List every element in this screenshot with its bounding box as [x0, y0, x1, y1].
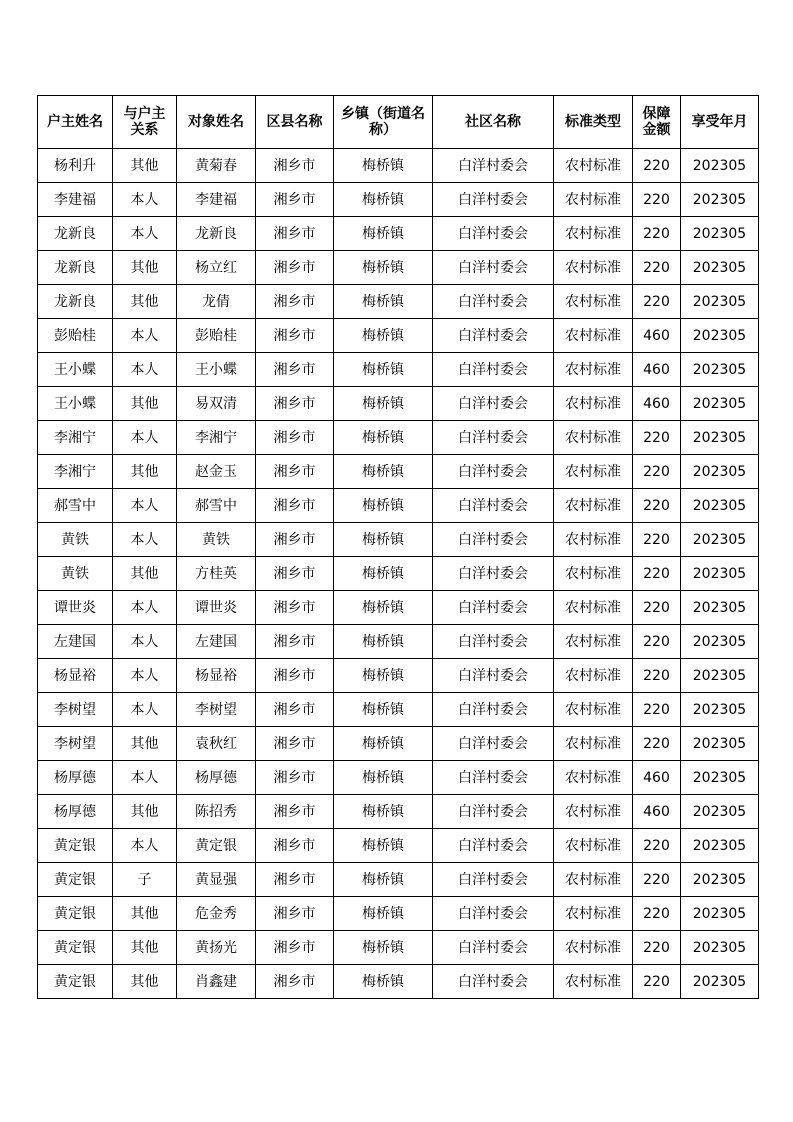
cell-month: 202305 — [681, 285, 759, 319]
cell-householder-name: 黄定银 — [38, 829, 113, 863]
cell-township: 梅桥镇 — [334, 285, 433, 319]
cell-amount: 220 — [633, 217, 681, 251]
cell-community: 白洋村委会 — [433, 489, 554, 523]
cell-amount: 220 — [633, 489, 681, 523]
cell-householder-name: 杨厚德 — [38, 761, 113, 795]
cell-amount: 460 — [633, 387, 681, 421]
cell-standard-type: 农村标准 — [554, 761, 633, 795]
cell-standard-type: 农村标准 — [554, 455, 633, 489]
cell-householder-name: 李湘宁 — [38, 455, 113, 489]
cell-month: 202305 — [681, 897, 759, 931]
cell-standard-type: 农村标准 — [554, 251, 633, 285]
cell-standard-type: 农村标准 — [554, 591, 633, 625]
cell-township: 梅桥镇 — [334, 183, 433, 217]
cell-householder-name: 谭世炎 — [38, 591, 113, 625]
cell-month: 202305 — [681, 965, 759, 999]
cell-month: 202305 — [681, 659, 759, 693]
cell-county: 湘乡市 — [256, 353, 334, 387]
cell-county: 湘乡市 — [256, 285, 334, 319]
cell-standard-type: 农村标准 — [554, 353, 633, 387]
cell-month: 202305 — [681, 727, 759, 761]
cell-householder-name: 李树望 — [38, 693, 113, 727]
cell-householder-name: 彭贻桂 — [38, 319, 113, 353]
cell-recipient-name: 肖鑫建 — [177, 965, 256, 999]
cell-relation: 本人 — [113, 489, 177, 523]
cell-recipient-name: 杨显裕 — [177, 659, 256, 693]
cell-month: 202305 — [681, 387, 759, 421]
cell-relation: 本人 — [113, 591, 177, 625]
cell-community: 白洋村委会 — [433, 251, 554, 285]
cell-recipient-name: 左建国 — [177, 625, 256, 659]
table-row — [38, 897, 759, 931]
cell-month: 202305 — [681, 625, 759, 659]
cell-township: 梅桥镇 — [334, 625, 433, 659]
cell-amount: 220 — [633, 557, 681, 591]
cell-standard-type: 农村标准 — [554, 217, 633, 251]
cell-standard-type: 农村标准 — [554, 863, 633, 897]
cell-relation: 其他 — [113, 455, 177, 489]
cell-recipient-name: 黄定银 — [177, 829, 256, 863]
cell-month: 202305 — [681, 217, 759, 251]
cell-community: 白洋村委会 — [433, 523, 554, 557]
cell-standard-type: 农村标准 — [554, 727, 633, 761]
table-row — [38, 829, 759, 863]
cell-amount: 220 — [633, 285, 681, 319]
cell-relation: 本人 — [113, 183, 177, 217]
cell-householder-name: 李建福 — [38, 183, 113, 217]
table-row — [38, 693, 759, 727]
table-row — [38, 251, 759, 285]
cell-householder-name: 杨厚德 — [38, 795, 113, 829]
cell-township: 梅桥镇 — [334, 149, 433, 183]
cell-amount: 220 — [633, 829, 681, 863]
col-header-standard-type: 标准类型 — [554, 96, 633, 149]
cell-householder-name: 黄定银 — [38, 897, 113, 931]
cell-month: 202305 — [681, 183, 759, 217]
cell-recipient-name: 王小蝶 — [177, 353, 256, 387]
cell-county: 湘乡市 — [256, 863, 334, 897]
cell-recipient-name: 杨厚德 — [177, 761, 256, 795]
table-row — [38, 387, 759, 421]
cell-community: 白洋村委会 — [433, 183, 554, 217]
cell-township: 梅桥镇 — [334, 455, 433, 489]
cell-township: 梅桥镇 — [334, 931, 433, 965]
cell-recipient-name: 谭世炎 — [177, 591, 256, 625]
cell-county: 湘乡市 — [256, 625, 334, 659]
table-row — [38, 285, 759, 319]
col-header-month: 享受年月 — [681, 96, 759, 149]
table-row — [38, 455, 759, 489]
cell-township: 梅桥镇 — [334, 965, 433, 999]
cell-amount: 220 — [633, 183, 681, 217]
cell-recipient-name: 李建福 — [177, 183, 256, 217]
cell-relation: 本人 — [113, 319, 177, 353]
cell-relation: 其他 — [113, 965, 177, 999]
cell-amount: 220 — [633, 931, 681, 965]
table-row — [38, 727, 759, 761]
col-header-county: 区县名称 — [256, 96, 334, 149]
table-row — [38, 523, 759, 557]
table-row — [38, 863, 759, 897]
cell-householder-name: 王小蝶 — [38, 353, 113, 387]
cell-recipient-name: 龙倩 — [177, 285, 256, 319]
cell-amount: 220 — [633, 149, 681, 183]
col-header-recipient-name: 对象姓名 — [177, 96, 256, 149]
cell-amount: 220 — [633, 591, 681, 625]
cell-recipient-name: 李树望 — [177, 693, 256, 727]
cell-county: 湘乡市 — [256, 557, 334, 591]
cell-recipient-name: 杨立红 — [177, 251, 256, 285]
cell-amount: 220 — [633, 523, 681, 557]
table-row — [38, 557, 759, 591]
cell-relation: 其他 — [113, 557, 177, 591]
table-row — [38, 489, 759, 523]
cell-township: 梅桥镇 — [334, 319, 433, 353]
cell-recipient-name: 赵金玉 — [177, 455, 256, 489]
cell-community: 白洋村委会 — [433, 387, 554, 421]
cell-community: 白洋村委会 — [433, 863, 554, 897]
cell-recipient-name: 黄扬光 — [177, 931, 256, 965]
cell-standard-type: 农村标准 — [554, 897, 633, 931]
cell-township: 梅桥镇 — [334, 489, 433, 523]
cell-county: 湘乡市 — [256, 387, 334, 421]
cell-community: 白洋村委会 — [433, 591, 554, 625]
cell-township: 梅桥镇 — [334, 863, 433, 897]
cell-community: 白洋村委会 — [433, 829, 554, 863]
cell-recipient-name: 陈招秀 — [177, 795, 256, 829]
cell-month: 202305 — [681, 149, 759, 183]
cell-community: 白洋村委会 — [433, 761, 554, 795]
cell-amount: 460 — [633, 353, 681, 387]
cell-month: 202305 — [681, 523, 759, 557]
cell-month: 202305 — [681, 931, 759, 965]
cell-month: 202305 — [681, 319, 759, 353]
table-row — [38, 795, 759, 829]
table-row — [38, 149, 759, 183]
cell-relation: 本人 — [113, 761, 177, 795]
table-row — [38, 591, 759, 625]
cell-amount: 220 — [633, 455, 681, 489]
col-header-amount: 保障金额 — [633, 96, 681, 149]
cell-township: 梅桥镇 — [334, 557, 433, 591]
assistance-table — [37, 95, 759, 999]
cell-householder-name: 李树望 — [38, 727, 113, 761]
cell-standard-type: 农村标准 — [554, 489, 633, 523]
cell-standard-type: 农村标准 — [554, 319, 633, 353]
cell-householder-name: 龙新良 — [38, 251, 113, 285]
table-row — [38, 761, 759, 795]
cell-month: 202305 — [681, 557, 759, 591]
cell-standard-type: 农村标准 — [554, 421, 633, 455]
cell-amount: 460 — [633, 761, 681, 795]
cell-householder-name: 杨显裕 — [38, 659, 113, 693]
cell-township: 梅桥镇 — [334, 795, 433, 829]
cell-month: 202305 — [681, 353, 759, 387]
cell-relation: 本人 — [113, 625, 177, 659]
table-row — [38, 625, 759, 659]
table-row — [38, 319, 759, 353]
cell-standard-type: 农村标准 — [554, 557, 633, 591]
table-row — [38, 353, 759, 387]
cell-relation: 本人 — [113, 693, 177, 727]
cell-recipient-name: 易双清 — [177, 387, 256, 421]
cell-county: 湘乡市 — [256, 319, 334, 353]
cell-recipient-name: 郝雪中 — [177, 489, 256, 523]
cell-county: 湘乡市 — [256, 455, 334, 489]
col-header-householder-name: 户主姓名 — [38, 96, 113, 149]
cell-householder-name: 郝雪中 — [38, 489, 113, 523]
cell-month: 202305 — [681, 693, 759, 727]
cell-householder-name: 王小蝶 — [38, 387, 113, 421]
cell-relation: 本人 — [113, 523, 177, 557]
col-header-community: 社区名称 — [433, 96, 554, 149]
cell-recipient-name: 彭贻桂 — [177, 319, 256, 353]
cell-amount: 220 — [633, 897, 681, 931]
cell-county: 湘乡市 — [256, 523, 334, 557]
cell-township: 梅桥镇 — [334, 829, 433, 863]
cell-amount: 220 — [633, 693, 681, 727]
cell-standard-type: 农村标准 — [554, 965, 633, 999]
cell-amount: 220 — [633, 727, 681, 761]
cell-month: 202305 — [681, 795, 759, 829]
cell-amount: 460 — [633, 795, 681, 829]
cell-recipient-name: 龙新良 — [177, 217, 256, 251]
cell-township: 梅桥镇 — [334, 761, 433, 795]
cell-relation: 其他 — [113, 251, 177, 285]
cell-township: 梅桥镇 — [334, 523, 433, 557]
header-row — [38, 96, 759, 149]
col-header-township: 乡镇（街道名称） — [334, 96, 433, 149]
cell-month: 202305 — [681, 829, 759, 863]
cell-county: 湘乡市 — [256, 795, 334, 829]
cell-relation: 本人 — [113, 421, 177, 455]
table-row — [38, 421, 759, 455]
cell-community: 白洋村委会 — [433, 897, 554, 931]
cell-community: 白洋村委会 — [433, 149, 554, 183]
cell-community: 白洋村委会 — [433, 557, 554, 591]
cell-township: 梅桥镇 — [334, 591, 433, 625]
cell-month: 202305 — [681, 455, 759, 489]
cell-amount: 220 — [633, 863, 681, 897]
cell-month: 202305 — [681, 421, 759, 455]
col-header-relation: 与户主关系 — [113, 96, 177, 149]
cell-community: 白洋村委会 — [433, 217, 554, 251]
cell-standard-type: 农村标准 — [554, 829, 633, 863]
cell-county: 湘乡市 — [256, 965, 334, 999]
cell-householder-name: 杨利升 — [38, 149, 113, 183]
cell-relation: 其他 — [113, 727, 177, 761]
cell-county: 湘乡市 — [256, 591, 334, 625]
cell-relation: 其他 — [113, 387, 177, 421]
cell-householder-name: 龙新良 — [38, 285, 113, 319]
table-row — [38, 659, 759, 693]
cell-county: 湘乡市 — [256, 489, 334, 523]
cell-township: 梅桥镇 — [334, 659, 433, 693]
cell-county: 湘乡市 — [256, 897, 334, 931]
cell-township: 梅桥镇 — [334, 387, 433, 421]
cell-month: 202305 — [681, 591, 759, 625]
cell-county: 湘乡市 — [256, 421, 334, 455]
cell-county: 湘乡市 — [256, 251, 334, 285]
cell-relation: 本人 — [113, 659, 177, 693]
table-body — [38, 149, 759, 999]
cell-standard-type: 农村标准 — [554, 795, 633, 829]
cell-relation: 其他 — [113, 897, 177, 931]
cell-householder-name: 黄铁 — [38, 557, 113, 591]
cell-community: 白洋村委会 — [433, 727, 554, 761]
cell-relation: 其他 — [113, 931, 177, 965]
cell-recipient-name: 黄菊春 — [177, 149, 256, 183]
cell-community: 白洋村委会 — [433, 965, 554, 999]
cell-relation: 其他 — [113, 149, 177, 183]
cell-month: 202305 — [681, 251, 759, 285]
cell-county: 湘乡市 — [256, 659, 334, 693]
cell-standard-type: 农村标准 — [554, 183, 633, 217]
cell-relation: 其他 — [113, 795, 177, 829]
cell-amount: 220 — [633, 251, 681, 285]
cell-relation: 子 — [113, 863, 177, 897]
cell-standard-type: 农村标准 — [554, 387, 633, 421]
cell-community: 白洋村委会 — [433, 285, 554, 319]
cell-community: 白洋村委会 — [433, 353, 554, 387]
cell-standard-type: 农村标准 — [554, 625, 633, 659]
cell-householder-name: 黄定银 — [38, 931, 113, 965]
cell-county: 湘乡市 — [256, 217, 334, 251]
cell-householder-name: 黄定银 — [38, 965, 113, 999]
cell-standard-type: 农村标准 — [554, 659, 633, 693]
cell-county: 湘乡市 — [256, 693, 334, 727]
cell-amount: 220 — [633, 421, 681, 455]
cell-county: 湘乡市 — [256, 761, 334, 795]
cell-township: 梅桥镇 — [334, 727, 433, 761]
cell-township: 梅桥镇 — [334, 217, 433, 251]
cell-month: 202305 — [681, 863, 759, 897]
cell-relation: 本人 — [113, 829, 177, 863]
cell-community: 白洋村委会 — [433, 795, 554, 829]
cell-recipient-name: 黄显强 — [177, 863, 256, 897]
cell-relation: 本人 — [113, 217, 177, 251]
cell-standard-type: 农村标准 — [554, 285, 633, 319]
cell-township: 梅桥镇 — [334, 693, 433, 727]
cell-recipient-name: 袁秋红 — [177, 727, 256, 761]
cell-community: 白洋村委会 — [433, 625, 554, 659]
cell-recipient-name: 方桂英 — [177, 557, 256, 591]
table-row — [38, 183, 759, 217]
cell-county: 湘乡市 — [256, 931, 334, 965]
cell-amount: 220 — [633, 965, 681, 999]
cell-township: 梅桥镇 — [334, 421, 433, 455]
cell-township: 梅桥镇 — [334, 353, 433, 387]
cell-standard-type: 农村标准 — [554, 931, 633, 965]
table-row — [38, 217, 759, 251]
cell-relation: 本人 — [113, 353, 177, 387]
cell-recipient-name: 黄铁 — [177, 523, 256, 557]
cell-community: 白洋村委会 — [433, 931, 554, 965]
cell-county: 湘乡市 — [256, 149, 334, 183]
cell-householder-name: 左建国 — [38, 625, 113, 659]
cell-standard-type: 农村标准 — [554, 523, 633, 557]
cell-township: 梅桥镇 — [334, 897, 433, 931]
cell-recipient-name: 李湘宁 — [177, 421, 256, 455]
table-row — [38, 965, 759, 999]
cell-community: 白洋村委会 — [433, 693, 554, 727]
cell-month: 202305 — [681, 761, 759, 795]
cell-amount: 460 — [633, 319, 681, 353]
cell-community: 白洋村委会 — [433, 455, 554, 489]
cell-householder-name: 李湘宁 — [38, 421, 113, 455]
cell-householder-name: 黄铁 — [38, 523, 113, 557]
cell-standard-type: 农村标准 — [554, 693, 633, 727]
cell-recipient-name: 危金秀 — [177, 897, 256, 931]
cell-amount: 220 — [633, 625, 681, 659]
cell-community: 白洋村委会 — [433, 659, 554, 693]
cell-standard-type: 农村标准 — [554, 149, 633, 183]
cell-householder-name: 龙新良 — [38, 217, 113, 251]
cell-householder-name: 黄定银 — [38, 863, 113, 897]
cell-county: 湘乡市 — [256, 829, 334, 863]
cell-relation: 其他 — [113, 285, 177, 319]
cell-community: 白洋村委会 — [433, 319, 554, 353]
cell-amount: 220 — [633, 659, 681, 693]
cell-township: 梅桥镇 — [334, 251, 433, 285]
cell-month: 202305 — [681, 489, 759, 523]
table-row — [38, 931, 759, 965]
cell-county: 湘乡市 — [256, 727, 334, 761]
cell-community: 白洋村委会 — [433, 421, 554, 455]
cell-county: 湘乡市 — [256, 183, 334, 217]
